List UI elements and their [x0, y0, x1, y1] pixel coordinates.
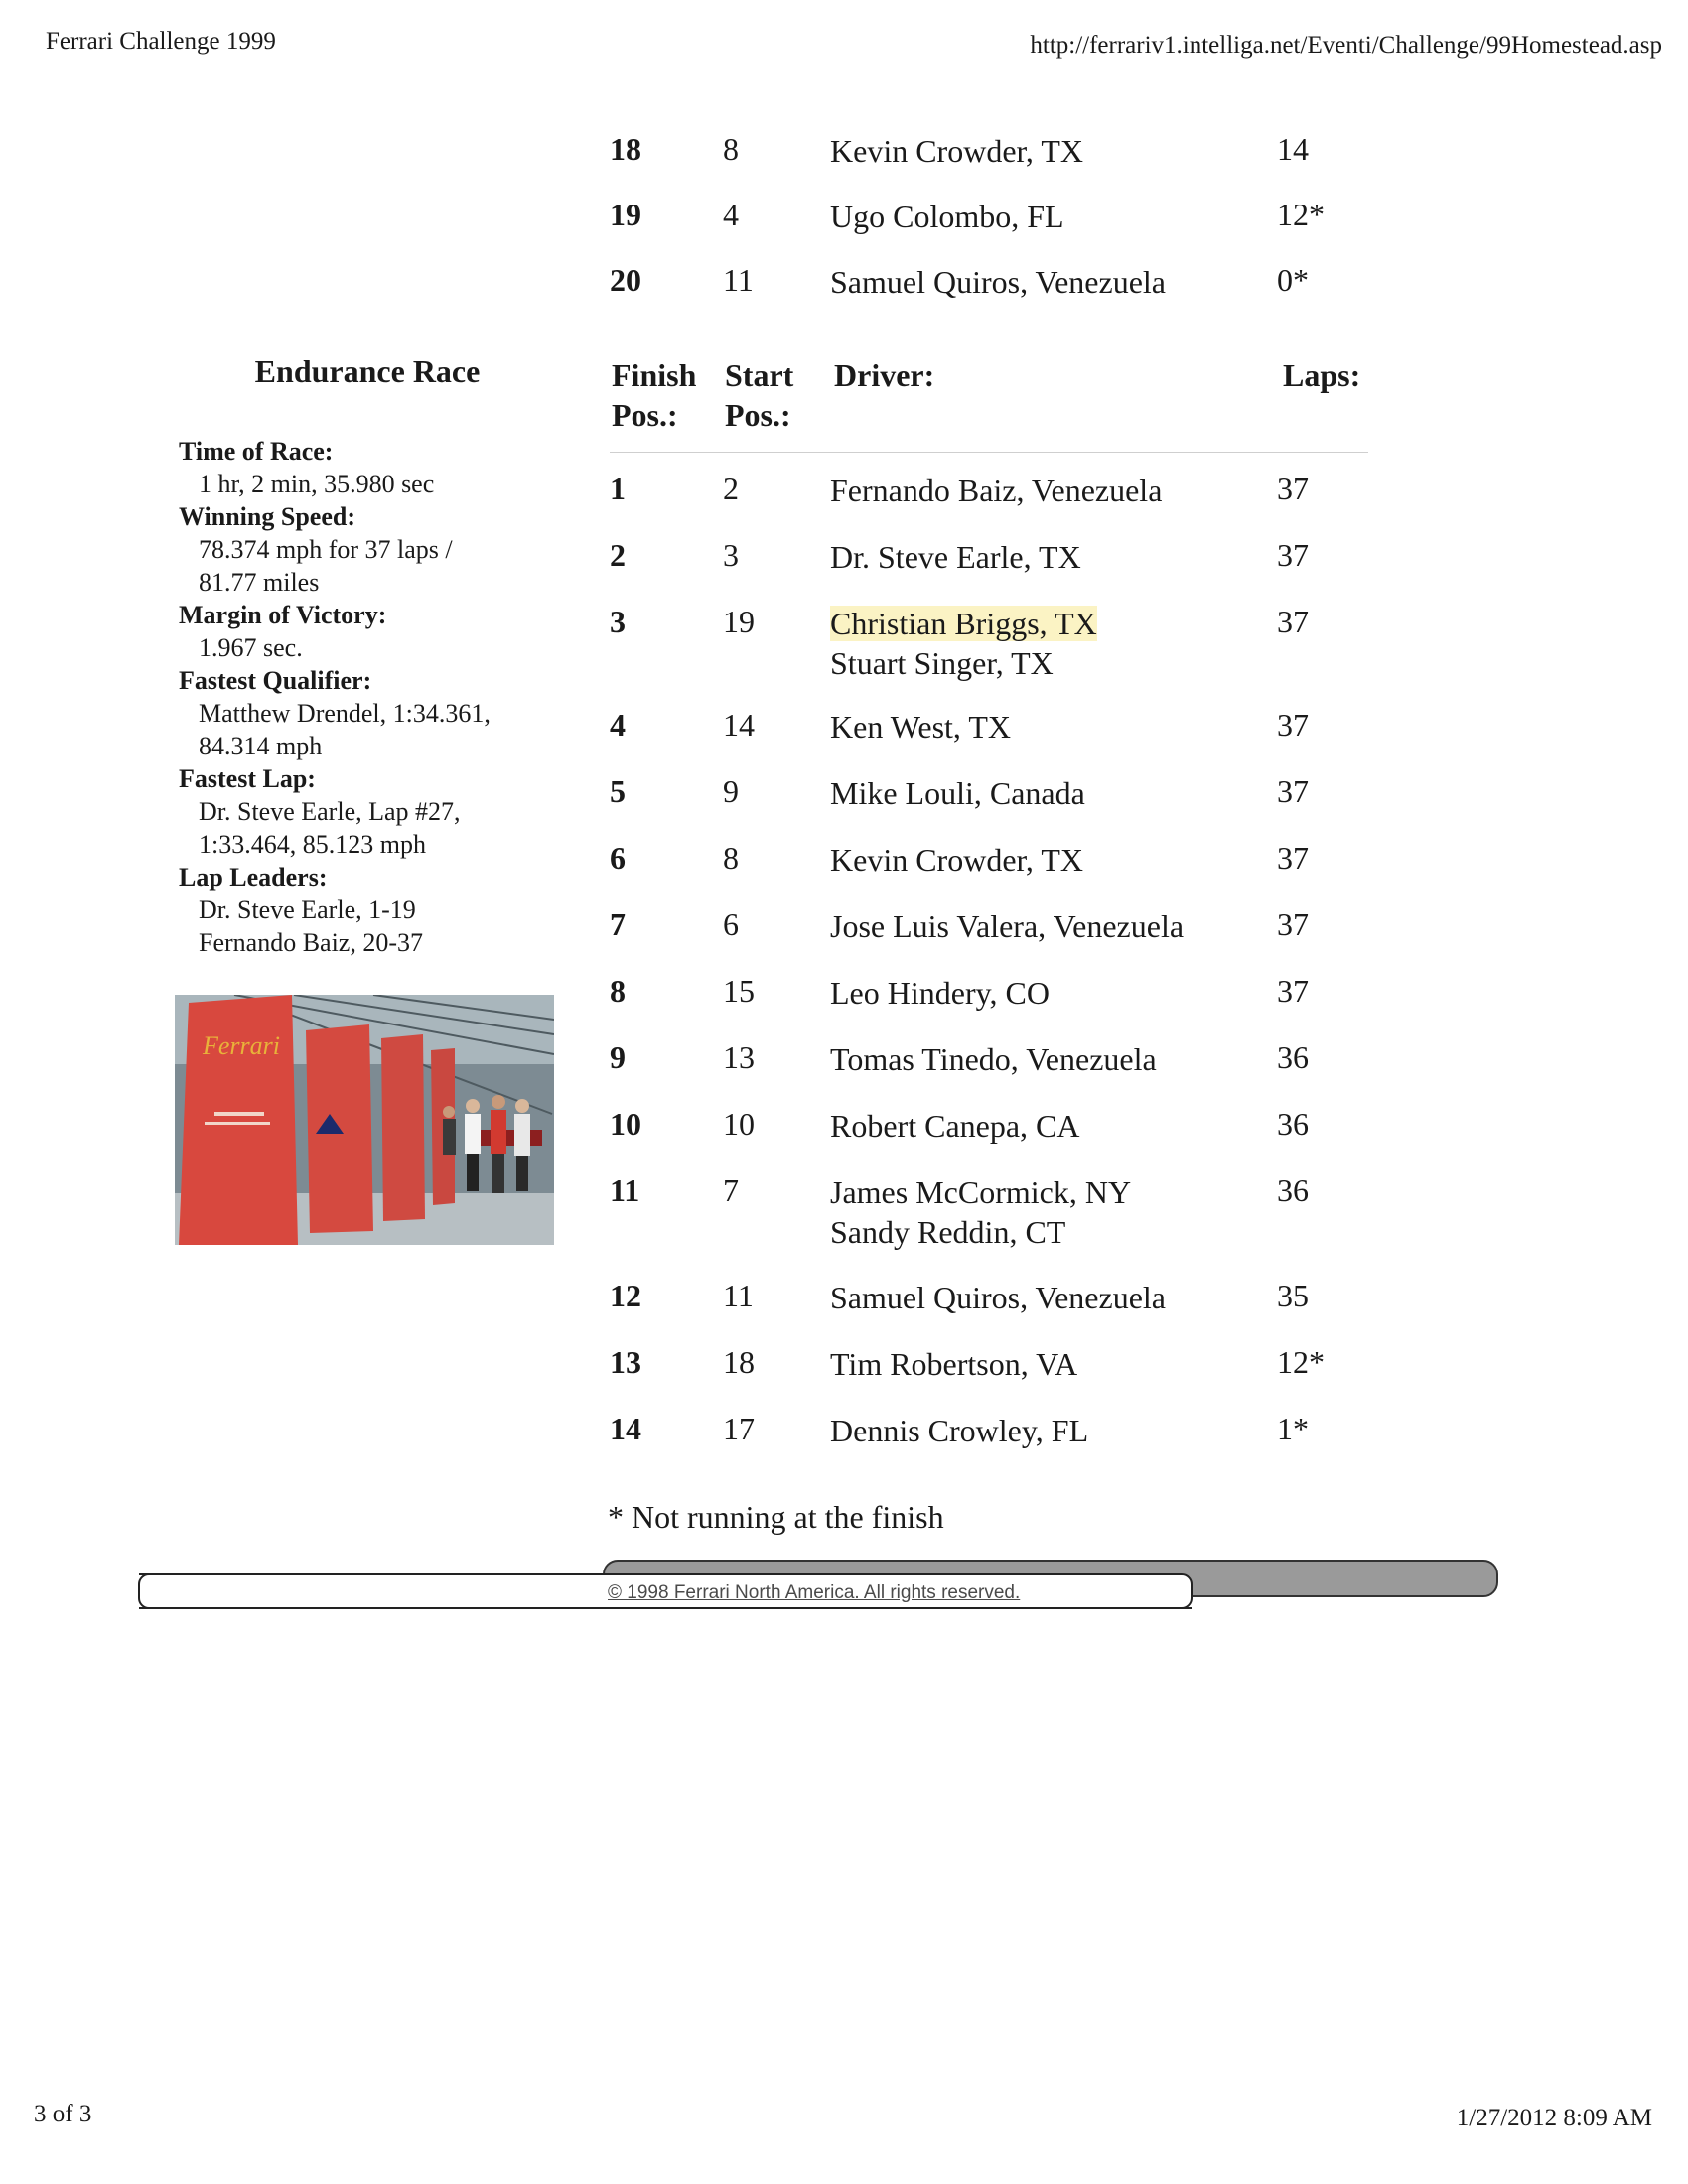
laps: 37	[1277, 537, 1309, 573]
driver-line: Samuel Quiros, Venezuela	[830, 1280, 1166, 1315]
column-header-laps: Laps:	[1283, 357, 1361, 393]
finish-position: 13	[610, 1344, 641, 1380]
footnote: * Not running at the finish	[608, 1499, 944, 1535]
page-number: 3 of 3	[34, 2101, 92, 2127]
finish-position: 6	[610, 840, 626, 876]
laps: 37	[1277, 707, 1309, 743]
start-position: 6	[723, 906, 739, 942]
driver-line: Fernando Baiz, Venezuela	[830, 473, 1163, 508]
summary-label: Winning Speed:	[179, 502, 355, 531]
driver-line: Tomas Tinedo, Venezuela	[830, 1041, 1157, 1077]
start-position: 13	[723, 1039, 755, 1075]
driver-line: Dr. Steve Earle, TX	[830, 539, 1081, 575]
driver-line: James McCormick, NY	[830, 1174, 1132, 1210]
finish-position: 2	[610, 537, 626, 573]
finish-position: 12	[610, 1278, 641, 1313]
column-header-line: Pos.:	[612, 397, 678, 433]
finish-position: 14	[610, 1411, 641, 1446]
start-position: 3	[723, 537, 739, 573]
laps: 36	[1277, 1106, 1309, 1142]
laps: 37	[1277, 471, 1309, 506]
finish-position: 10	[610, 1106, 641, 1142]
column-header-line: Pos.:	[725, 397, 791, 433]
print-timestamp: 1/27/2012 8:09 AM	[1456, 2105, 1652, 2131]
driver-line: Robert Canepa, CA	[830, 1108, 1080, 1144]
copyright-link[interactable]: © 1998 Ferrari North America. All rights reserved.	[608, 1582, 1021, 1603]
laps: 1*	[1277, 1411, 1309, 1446]
start-position: 10	[723, 1106, 755, 1142]
summary-label: Fastest Lap:	[179, 764, 316, 793]
summary-label: Time of Race:	[179, 437, 334, 466]
laps: 37	[1277, 906, 1309, 942]
endurance-race-title: Endurance Race	[254, 353, 481, 389]
column-header-driver: Driver:	[834, 357, 935, 393]
summary-value: Matthew Drendel, 1:34.361,	[199, 699, 491, 728]
laps: 37	[1277, 604, 1309, 639]
driver-line: Leo Hindery, CO	[830, 975, 1050, 1011]
finish-position: 8	[610, 973, 626, 1009]
laps: 37	[1277, 973, 1309, 1009]
laps: 37	[1277, 840, 1309, 876]
finish-position: 3	[610, 604, 626, 639]
summary-value: 1:33.464, 85.123 mph	[199, 830, 426, 859]
finish-position: 11	[610, 1172, 640, 1208]
driver-line: Kevin Crowder, TX	[830, 842, 1083, 878]
summary-value: 78.374 mph for 37 laps /	[199, 535, 453, 564]
start-position: 18	[723, 1344, 755, 1380]
summary-label: Lap Leaders:	[179, 863, 328, 891]
laps: 12*	[1277, 1344, 1325, 1380]
summary-value: 81.77 miles	[199, 568, 320, 597]
laps: 36	[1277, 1039, 1309, 1075]
start-position: 9	[723, 773, 739, 809]
laps: 12*	[1277, 197, 1325, 232]
start-position: 19	[723, 604, 755, 639]
driver-line: Dennis Crowley, FL	[830, 1413, 1089, 1448]
finish-position: 9	[610, 1039, 626, 1075]
driver-line: Sandy Reddin, CT	[830, 1214, 1066, 1250]
summary-label: Fastest Qualifier:	[179, 666, 372, 695]
summary-value: 1.967 sec.	[199, 633, 303, 662]
driver-line: Tim Robertson, VA	[830, 1346, 1078, 1382]
summary-value: Fernando Baiz, 20-37	[199, 928, 424, 957]
start-position: 2	[723, 471, 739, 506]
laps: 37	[1277, 773, 1309, 809]
column-header-line: Start	[725, 357, 794, 393]
summary-value: Dr. Steve Earle, Lap #27,	[199, 797, 461, 826]
driver-name: Samuel Quiros, Venezuela	[830, 264, 1166, 300]
start-position: 14	[723, 707, 755, 743]
finish-position: 7	[610, 906, 626, 942]
start-position: 11	[723, 262, 754, 298]
driver-line: Stuart Singer, TX	[830, 645, 1054, 681]
driver-name: Kevin Crowder, TX	[830, 133, 1083, 169]
print-header-title: Ferrari Challenge 1999	[46, 28, 276, 55]
start-position: 8	[723, 131, 739, 167]
driver-line: Mike Louli, Canada	[830, 775, 1085, 811]
finish-position: 18	[610, 131, 641, 167]
highlighted-driver: Christian Briggs, TX	[830, 606, 1097, 641]
start-position: 15	[723, 973, 755, 1009]
laps: 14	[1277, 131, 1309, 167]
laps: 35	[1277, 1278, 1309, 1313]
start-position: 11	[723, 1278, 754, 1313]
driver-line: Ken West, TX	[830, 709, 1011, 745]
finish-position: 5	[610, 773, 626, 809]
finish-position: 4	[610, 707, 626, 743]
print-header-url: http://ferrariv1.intelliga.net/Eventi/Challenge/99Homestead.asp	[1030, 32, 1662, 59]
summary-value: 1 hr, 2 min, 35.980 sec	[199, 470, 435, 498]
finish-position: 19	[610, 197, 641, 232]
summary-label: Margin of Victory:	[179, 601, 387, 629]
driver-name: Ugo Colombo, FL	[830, 199, 1064, 234]
summary-value: Dr. Steve Earle, 1-19	[199, 895, 416, 924]
column-header-line: Finish	[612, 357, 697, 393]
laps: 36	[1277, 1172, 1309, 1208]
driver-line: Jose Luis Valera, Venezuela	[830, 908, 1185, 944]
banner-logo-text: Ferrari	[203, 1031, 280, 1060]
start-position: 8	[723, 840, 739, 876]
summary-value: 84.314 mph	[199, 732, 323, 760]
start-position: 7	[723, 1172, 739, 1208]
start-position: 4	[723, 197, 739, 232]
finish-position: 1	[610, 471, 626, 506]
finish-position: 20	[610, 262, 641, 298]
laps: 0*	[1277, 262, 1309, 298]
start-position: 17	[723, 1411, 755, 1446]
